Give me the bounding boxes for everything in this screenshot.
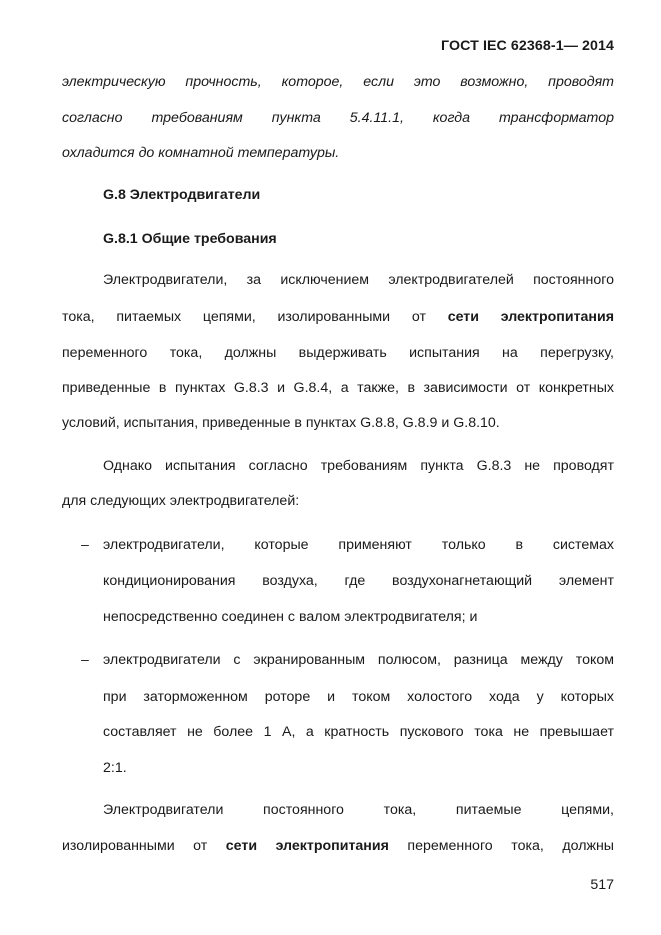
para3-line-2 — [62, 835, 614, 857]
para1-line-2-text: тока, питаемых цепями, изолированными от — [62, 309, 448, 325]
section-heading: G.8 Электродвигатели — [103, 187, 261, 203]
para3-line-1: Электродвигатели постоянного тока, питаемые цепями, — [103, 802, 614, 818]
intro-line-3: охладится до комнатной температуры. — [62, 145, 340, 161]
para3-line-2-tail: переменного тока, должны — [388, 838, 614, 854]
list-item-1-dash: – — [81, 537, 89, 553]
intro-line-2: согласно требованиям пункта 5.4.11.1, когда трансформатор — [62, 110, 614, 126]
list-item-2-dash: – — [81, 652, 89, 668]
list-item-2-line-4: 2:1. — [103, 760, 127, 776]
list-item-1-line-1: электродвигатели, которые применяют только в системах — [103, 537, 614, 553]
para1-line-5: условий, испытания, приведенные в пунктах G.8.8, G.8.9 и G.8.10. — [62, 415, 500, 431]
para1-line-3: переменного тока, должны выдерживать испытания на перегрузку, — [62, 345, 614, 361]
list-item-2-line-3: составляет не более 1 А, а кратность пускового тока не превышает — [103, 724, 614, 740]
list-item-2-line-2: при заторможенном роторе и током холостого хода у которых — [103, 689, 614, 705]
para2-line-1: Однако испытания согласно требованиям пункта G.8.3 не проводят — [103, 458, 614, 474]
para1-line-1: Электродвигатели, за исключением электродвигателей постоянного — [103, 272, 614, 288]
para3-line-2-text: изолированными от — [62, 838, 226, 854]
para1-line-4: приведенные в пунктах G.8.3 и G.8.4, а также, в зависимости от конкретных — [62, 380, 614, 396]
list-item-1-line-3: непосредственно соединен с валом электродвигателя; и — [103, 609, 478, 625]
term-mains-supply-2: сети электропитания — [225, 838, 389, 854]
para2-line-2: для следующих электродвигателей: — [62, 493, 300, 509]
subsection-heading: G.8.1 Общие требования — [103, 231, 277, 247]
term-mains-supply: сети электропитания — [447, 309, 614, 325]
para1-line-2 — [62, 306, 614, 328]
intro-line-1: электрическую прочность, которое, если это возможно, проводят — [62, 74, 614, 90]
list-item-1-line-2: кондиционирования воздуха, где воздухонагнетающий элемент — [103, 573, 614, 589]
page-number: 517 — [590, 877, 614, 893]
document-header: ГОСТ IEC 62368-1— 2014 — [441, 38, 614, 54]
list-item-2-line-1: электродвигатели с экранированным полюсом, разница между током — [103, 652, 614, 668]
